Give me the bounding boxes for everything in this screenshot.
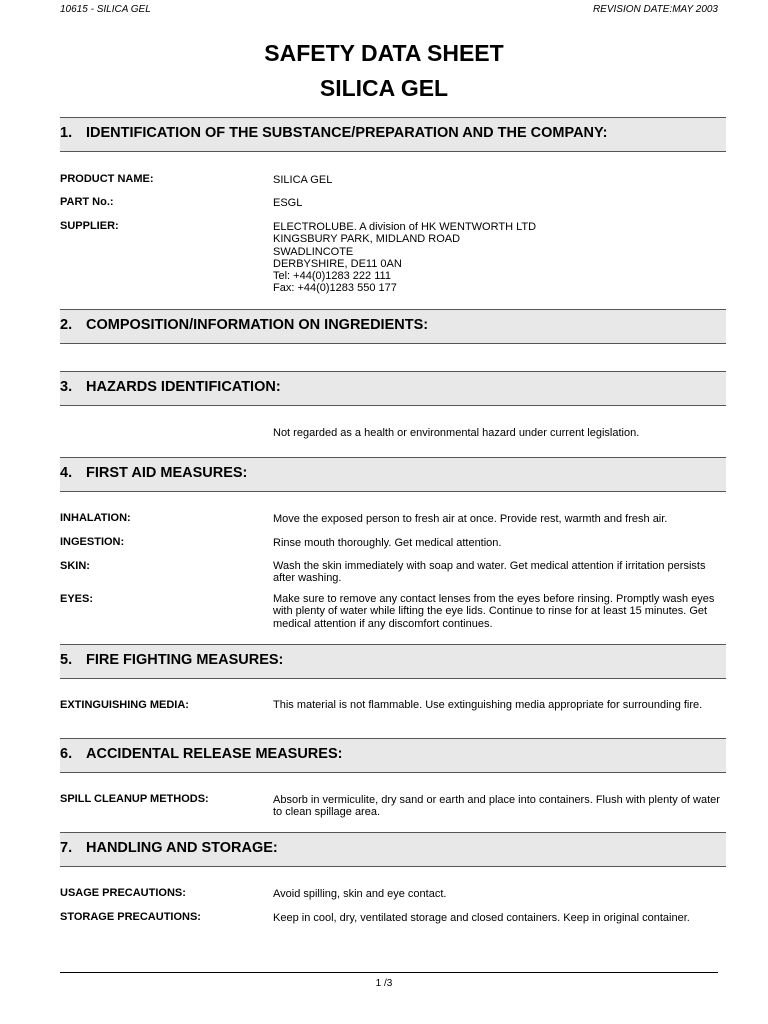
section-title: COMPOSITION/INFORMATION ON INGREDIENTS: [86,317,429,333]
supplier-line: DERBYSHIRE, DE11 0AN [273,257,402,270]
supplier-address [273,221,723,295]
part-no-label: PART No.: [60,196,114,208]
section-5-heading [60,644,726,679]
section-7-heading [60,832,726,867]
section-title: HAZARDS IDENTIFICATION: [86,379,281,395]
extinguishing-media-label: EXTINGUISHING MEDIA: [60,699,189,711]
skin-value: Wash the skin immediately with soap and water. Get medical attention if irritation persists after washing. [273,560,706,585]
footer-divider [60,972,718,973]
section-1-heading [60,117,726,152]
header-doc-id: 10615 - SILICA GEL [60,4,151,15]
skin-label: SKIN: [60,560,90,572]
section-number: 5. [60,652,73,668]
section-number: 1. [60,125,73,141]
page-number: 1 /3 [375,978,393,989]
section-title: IDENTIFICATION OF THE SUBSTANCE/PREPARATION AND THE COMPANY: [86,125,608,141]
section-4-heading [60,457,726,492]
hazards-text: Not regarded as a health or environmental hazard under current legislation. [273,427,640,439]
document-subtitle: SILICA GEL [319,75,449,101]
spill-cleanup-label: SPILL CLEANUP METHODS: [60,793,209,805]
section-number: 4. [60,465,73,481]
section-2-heading [60,309,726,344]
product-name-value: SILICA GEL [273,174,333,186]
section-title: FIRST AID MEASURES: [86,465,248,481]
supplier-line: Fax: +44(0)1283 550 177 [273,282,397,295]
section-title: HANDLING AND STORAGE: [86,840,278,856]
usage-precautions-value: Avoid spilling, skin and eye contact. [273,888,447,900]
extinguishing-media-value: This material is not flammable. Use extinguishing media appropriate for surrounding fire. [273,699,703,711]
inhalation-label: INHALATION: [60,512,131,524]
supplier-line: ELECTROLUBE. A division of HK WENTWORTH LTD [273,221,537,233]
supplier-line: Tel: +44(0)1283 222 111 [273,270,391,283]
supplier-line: KINGSBURY PARK, MIDLAND ROAD [273,233,461,246]
storage-precautions-label: STORAGE PRECAUTIONS: [60,911,201,923]
section-number: 6. [60,746,73,762]
supplier-line: SWADLINCOTE [273,245,354,258]
ingestion-value: Rinse mouth thoroughly. Get medical attention. [273,537,502,549]
inhalation-value: Move the exposed person to fresh air at once. Provide rest, warmth and fresh air. [273,513,668,525]
usage-precautions-label: USAGE PRECAUTIONS: [60,887,186,899]
section-title: ACCIDENTAL RELEASE MEASURES: [86,746,343,762]
part-no-value: ESGL [273,197,303,209]
section-number: 3. [60,379,73,395]
section-number: 2. [60,317,73,333]
document-title: SAFETY DATA SHEET [264,40,504,66]
ingestion-label: INGESTION: [60,536,125,548]
section-3-heading [60,371,726,406]
storage-precautions-value: Keep in cool, dry, ventilated storage and closed containers. Keep in original container. [273,912,690,924]
product-name-label: PRODUCT NAME: [60,173,154,185]
section-title: FIRE FIGHTING MEASURES: [86,652,284,668]
header-revision-date: REVISION DATE:MAY 2003 [592,4,718,15]
section-number: 7. [60,840,73,856]
eyes-label: EYES: [60,593,94,605]
section-6-heading [60,738,726,773]
spill-cleanup-value: Absorb in vermiculite, dry sand or earth and place into containers. Flush with plenty of water to clean spillage area. [273,794,720,819]
supplier-label: SUPPLIER: [60,220,119,232]
eyes-value: Make sure to remove any contact lenses from the eyes before rinsing. Promptly wash eyes with plenty of water while lifting the eye lids. Continue to rinse for at least 15 minutes. Get medical attention if any discomfort continues. [273,593,715,630]
